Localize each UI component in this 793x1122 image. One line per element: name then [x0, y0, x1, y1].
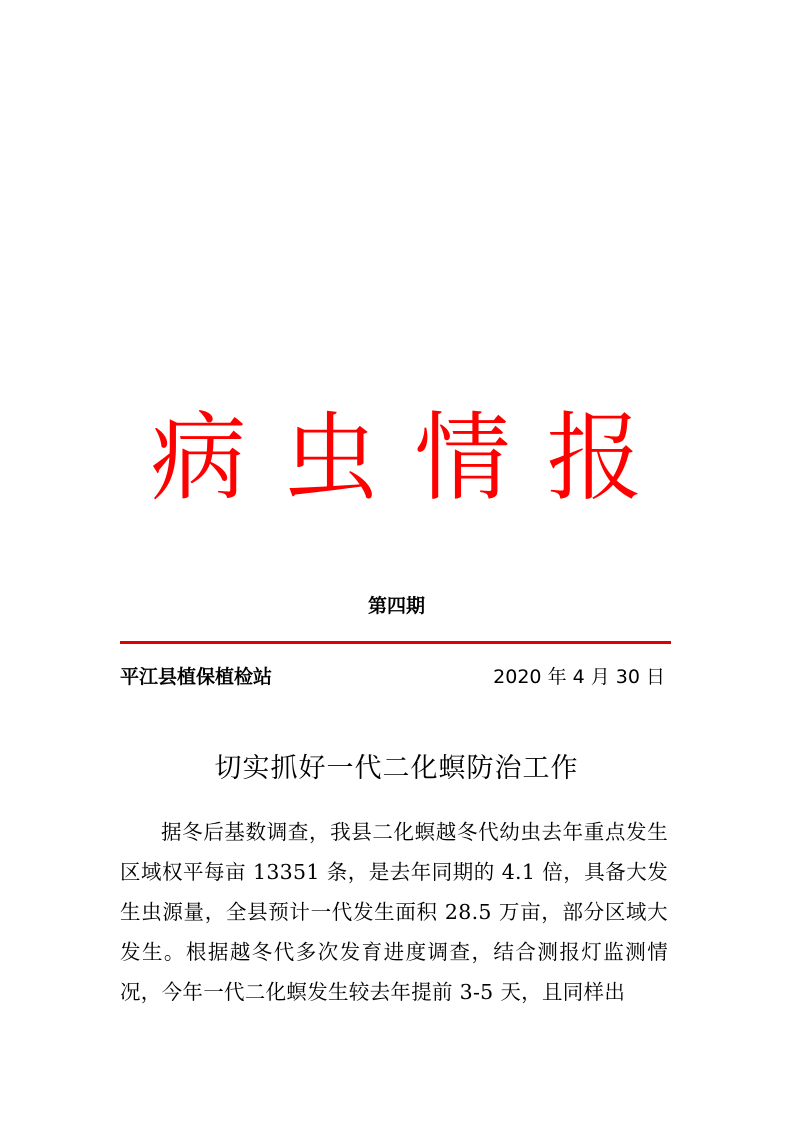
issue-number: 第四期: [367, 595, 425, 617]
meta-row: [120, 663, 671, 691]
issuing-station: 平江县植保植检站: [120, 666, 273, 688]
issue-date: 2020 年 4 月 30 日: [493, 666, 665, 688]
masthead-title: 病虫情报: [150, 402, 679, 514]
article-title: 切实抓好一代二化螟防治工作: [214, 753, 579, 784]
red-divider: [120, 641, 671, 644]
article-paragraph: 据冬后基数调查，我县二化螟越冬代幼虫去年重点发生区域权平每亩 13351 条，是去年同期的 4.1 倍，具备大发生虫源量，全县预计一代发生面积 28.5 万亩，部分区域大发生。根据越冬代多次发育进度调查，结合测报灯监测情况，今年一代二化螟发生较去年提前 3-5 天，且同样出: [120, 820, 668, 1004]
